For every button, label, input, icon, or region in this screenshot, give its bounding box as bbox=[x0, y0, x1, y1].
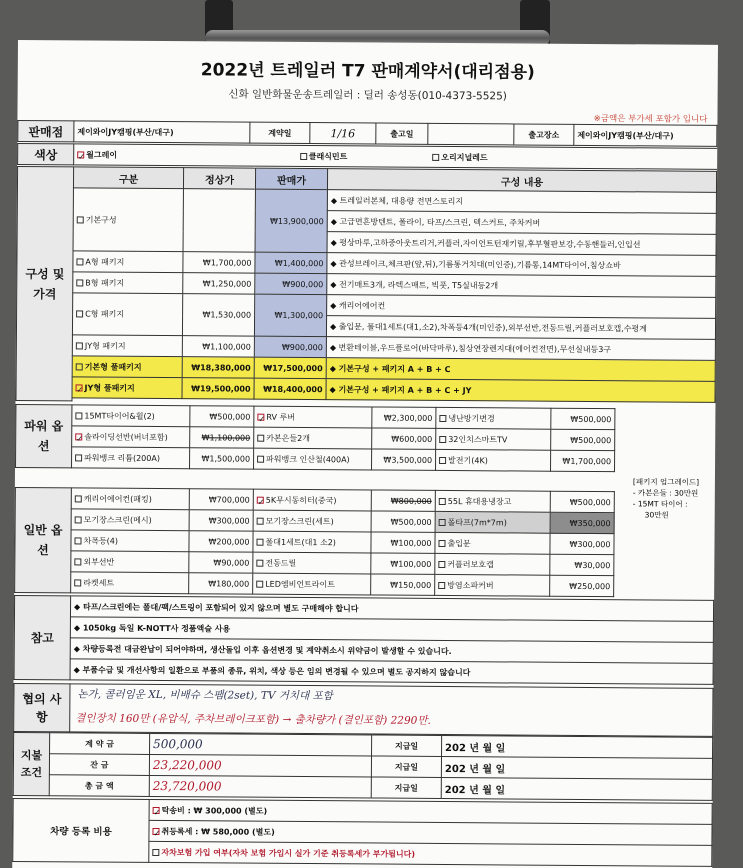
general-option[interactable]: 55L 휴대용냉장고 bbox=[435, 490, 550, 512]
color-option-0[interactable]: ✓월그레이 bbox=[78, 149, 118, 161]
checkbox-icon bbox=[74, 558, 81, 565]
upgrade-note-line: - 카본은들 : 30만원 bbox=[632, 488, 699, 498]
checkbox-icon bbox=[76, 363, 83, 370]
delivery-place-label: 출고장소 bbox=[514, 124, 574, 145]
payment-date-label: 지급일 bbox=[372, 735, 442, 756]
package-jy[interactable]: JY형 패키지 bbox=[72, 335, 182, 357]
checkbox-icon bbox=[77, 216, 84, 223]
power-option[interactable]: 파워뱅크 리튬(200A) bbox=[72, 447, 190, 469]
notes-label: 참고 bbox=[14, 595, 71, 679]
general-option-price: ₩800,000 bbox=[371, 490, 435, 511]
full-package-jy-desc: ◆ 기본구성 + 패키지 A + B + C + JY bbox=[326, 379, 715, 403]
color-option-2[interactable]: 오리지널레드 bbox=[432, 151, 487, 162]
general-option[interactable]: 차폭등(4) bbox=[71, 530, 189, 552]
note-item: ◆ 부품수급 및 개선사항의 일환으로 부품의 종류, 위치, 색상 등은 임의 변경될 수 있으며 별도 공지하지 않습니다 bbox=[70, 659, 713, 684]
registration-item[interactable]: ✓탁송비 : ₩ 300,000 (별도) bbox=[149, 799, 712, 824]
payment-row-name: 총 금 액 bbox=[49, 775, 149, 797]
power-option[interactable]: ✓RV 루버 bbox=[254, 406, 372, 428]
base-item-0: ◆ 트레일러본체, 대용량 전면스토리지 bbox=[327, 190, 716, 214]
full-package-jy-sale: ₩18,400,000 bbox=[254, 378, 326, 400]
payment-amount-input[interactable]: 500,000 bbox=[150, 733, 372, 756]
agreement-hand-line-1: 논가, 콜러임운 XL, 비배슈 스팸(2set), TV 거치대 포함 bbox=[77, 688, 333, 703]
package-jy-desc: ◆ 변환테이블,우드플로어(바닥마루),침상연장렌지대(에어컨전면),무선실내등3구 bbox=[326, 337, 715, 361]
package-base-sale: ₩13,900,000 bbox=[255, 189, 327, 253]
base-item-1: ◆ 고급면흔방텐트, 폴라이, 타프/스크린, 텍스커트, 주차커버 bbox=[327, 211, 716, 235]
checkbox-icon bbox=[256, 559, 263, 566]
package-a-normal: ₩1,700,000 bbox=[183, 252, 255, 274]
power-option[interactable]: 15MT타이어&휠(2) bbox=[72, 405, 190, 427]
power-option[interactable]: 파워뱅크 인산철(400A) bbox=[254, 448, 372, 470]
power-option-price: ₩500,000 bbox=[551, 408, 615, 429]
upgrade-note-title: [패키지 업그레이드] bbox=[632, 477, 700, 487]
package-jy-normal: ₩1,100,000 bbox=[182, 336, 254, 358]
registration-label: 차량 등록 비용 bbox=[13, 798, 149, 862]
general-option[interactable]: 폴타프(7m*7m) bbox=[435, 511, 550, 533]
payment-date-label: 지급일 bbox=[371, 777, 441, 798]
checkbox-icon bbox=[439, 518, 446, 525]
checkbox-icon bbox=[256, 580, 263, 587]
checkbox-icon bbox=[257, 434, 264, 441]
package-b-normal: ₩1,250,000 bbox=[183, 273, 255, 295]
general-option-price: ₩350,000 bbox=[550, 512, 614, 533]
power-option-price: ₩1,100,000 bbox=[190, 427, 254, 448]
power-option[interactable]: ✓솔라이딩선반(버너포함) bbox=[72, 426, 190, 448]
general-option-price: ₩700,000 bbox=[189, 489, 253, 510]
color-options bbox=[74, 144, 718, 169]
full-package-basic-desc: ◆ 기본구성 + 패키지 A + B + C bbox=[326, 358, 715, 382]
agreement-label: 협의 사항 bbox=[14, 683, 70, 731]
general-option-price: ₩500,000 bbox=[550, 491, 614, 512]
checkbox-icon bbox=[76, 279, 83, 286]
checkbox-checked-icon: ✓ bbox=[76, 433, 83, 443]
config-label: 구성 및 가격 bbox=[16, 167, 74, 401]
contract-date-value[interactable]: 1/16 bbox=[310, 123, 376, 144]
base-item-2: ◆ 평상마루,고하중아웃트리거,커플러,자이언트턴재키릴,후부혈판보강,수동핸들러,인입선 bbox=[327, 232, 716, 256]
general-option-price: ₩90,000 bbox=[189, 552, 253, 573]
package-c[interactable]: C형 패키지 bbox=[72, 293, 182, 336]
package-base[interactable]: 기본구성 bbox=[73, 188, 183, 252]
checkbox-icon bbox=[439, 456, 446, 463]
payment-date[interactable]: 202 년 월 일 bbox=[441, 777, 712, 800]
checkbox-icon bbox=[438, 560, 445, 567]
payment-row-name: 계 약 금 bbox=[50, 733, 150, 755]
upgrade-note-line: 30만원 bbox=[644, 510, 669, 520]
registration-item[interactable]: ✓취등록세 : ₩ 580,000 (별도) bbox=[149, 820, 712, 845]
checkbox-icon bbox=[74, 537, 81, 544]
general-option-price: ₩100,000 bbox=[371, 532, 435, 553]
checkbox-icon bbox=[432, 153, 439, 160]
checkbox-icon bbox=[438, 581, 445, 588]
payment-row-name: 잔 금 bbox=[49, 754, 149, 776]
payment-amount-input[interactable]: 23,720,000 bbox=[149, 775, 371, 798]
checkbox-icon bbox=[439, 435, 446, 442]
checkbox-icon bbox=[257, 517, 264, 524]
delivery-place-value: 제이와이JY캠핑(부산/대구) bbox=[574, 124, 717, 146]
package-b-desc: ◆ 전기매트3개, 라텍스매트, 빅풋, T5실내등2개 bbox=[327, 274, 716, 298]
full-package-jy-normal: ₩19,500,000 bbox=[182, 378, 254, 400]
page-title: 2022년 트레일러 T7 판매계약서(대리점용) bbox=[200, 60, 535, 83]
upgrade-note-line: - 15MT 타이어 : bbox=[632, 499, 688, 509]
checkbox-checked-icon: ✓ bbox=[78, 151, 85, 161]
power-option-price: ₩1,500,000 bbox=[190, 448, 254, 469]
dealer-label: 판매점 bbox=[18, 121, 74, 142]
general-options-label: 일반 옵션 bbox=[15, 487, 72, 592]
vat-note: ※금액은 부가세 포함가 입니다 bbox=[593, 114, 708, 125]
contract-sheet bbox=[12, 40, 718, 868]
color-option-1[interactable]: 클래식민트 bbox=[300, 150, 430, 162]
checkbox-icon bbox=[257, 455, 264, 462]
config-section bbox=[15, 166, 717, 406]
power-options-section bbox=[15, 404, 615, 472]
general-option[interactable]: 외부선반 bbox=[71, 551, 189, 573]
color-label: 색상 bbox=[18, 144, 74, 165]
col-contents: 구성 내용 bbox=[327, 169, 716, 193]
checkbox-icon bbox=[439, 497, 446, 504]
package-jy-sale: ₩900,000 bbox=[254, 336, 326, 358]
note-item: ◆ 차량등록전 대금완납이 되어야하며, 생산돌입 이후 옵션변경 및 계약취소시 위약금이 발생할 수 있습니다. bbox=[70, 638, 713, 663]
page-subtitle: 신화 일반화물운송트레일러 : 딜러 송성동(010-4373-5525) bbox=[228, 88, 507, 103]
general-option[interactable]: ✓5K무시동히터(중국) bbox=[253, 489, 371, 511]
checkbox-icon bbox=[76, 310, 83, 317]
package-a[interactable]: A형 패키지 bbox=[73, 251, 183, 273]
checkbox-icon bbox=[75, 454, 82, 461]
general-option[interactable]: 모기장스크린(세트) bbox=[253, 510, 371, 532]
checkbox-icon bbox=[152, 848, 159, 855]
general-options-section bbox=[14, 487, 615, 597]
upgrade-note bbox=[633, 476, 715, 521]
power-option-price: ₩600,000 bbox=[372, 428, 436, 449]
checkbox-icon bbox=[300, 152, 307, 159]
col-normal-price: 정상가 bbox=[183, 168, 255, 190]
general-option-price: ₩500,000 bbox=[371, 511, 435, 532]
power-option[interactable]: 냉난방기변경 bbox=[436, 407, 551, 429]
agreement-hand-line-2: 결인장치 160만 (유압식, 주차브레이크포함) → 출차량가 (결인포함) 2290만. bbox=[75, 712, 431, 727]
general-option-price: ₩150,000 bbox=[371, 574, 435, 595]
checkbox-checked-icon: ✓ bbox=[258, 414, 266, 424]
general-option[interactable]: 전동드릴 bbox=[253, 552, 371, 574]
general-option-price: ₩300,000 bbox=[550, 533, 614, 554]
general-option-price: ₩100,000 bbox=[371, 553, 435, 574]
checkbox-checked-icon: ✓ bbox=[76, 384, 84, 394]
col-category: 구분 bbox=[73, 167, 183, 189]
full-package-basic-normal: ₩18,380,000 bbox=[182, 357, 254, 379]
general-option[interactable]: 모기장스크린(메시) bbox=[71, 509, 189, 531]
package-c-desc-2: ◆ 출입문, 폴대1세트(대1,소2),차폭등4개(미인증),외부선반,전동드릴,커플러보호캡,수평계 bbox=[326, 316, 715, 340]
checkbox-icon bbox=[75, 516, 82, 523]
checkbox-icon bbox=[438, 539, 445, 546]
general-option-price: ₩200,000 bbox=[189, 531, 253, 552]
power-option-price: ₩1,700,000 bbox=[551, 450, 615, 471]
general-option[interactable]: LED엠비언트라이트 bbox=[253, 573, 371, 595]
payment-date-label: 지급일 bbox=[371, 756, 441, 777]
checkbox-icon bbox=[75, 412, 82, 419]
col-sale-price: 판매가 bbox=[255, 168, 327, 190]
package-a-sale: ₩1,400,000 bbox=[255, 252, 327, 274]
general-option[interactable]: 캐리어에어컨(패킹) bbox=[71, 488, 189, 510]
checkbox-icon bbox=[76, 342, 83, 349]
contract-date-label: 계약일 bbox=[250, 122, 310, 143]
power-option[interactable]: 발전기(4K) bbox=[436, 449, 551, 471]
package-c-desc-1: ◆ 캐리어에어컨 bbox=[327, 295, 716, 319]
checkbox-icon bbox=[75, 495, 82, 502]
delivery-date-value[interactable] bbox=[428, 123, 514, 145]
general-option-price: ₩250,000 bbox=[550, 575, 614, 596]
registration-item[interactable]: 자차보험 가입 여부(자차 보험 가입시 실가 기준 취등록세가 부가됩니다) bbox=[149, 841, 712, 866]
package-a-desc: ◆ 관성브레이크,체크판(앞,뒤),기름통거치대(미인증),기름통,14MT타이어,침상쇼바 bbox=[327, 253, 716, 277]
checkbox-checked-icon: ✓ bbox=[153, 807, 161, 817]
delivery-date-label: 출고일 bbox=[376, 123, 428, 144]
checkbox-checked-icon: ✓ bbox=[257, 497, 265, 507]
checkbox-icon bbox=[74, 579, 81, 586]
payment-date[interactable]: 202 년 월 일 bbox=[442, 735, 713, 758]
notes-section bbox=[14, 595, 715, 685]
power-option-price: ₩500,000 bbox=[551, 429, 615, 450]
power-option-price: ₩500,000 bbox=[190, 406, 254, 427]
power-option-price: ₩3,500,000 bbox=[372, 449, 436, 470]
general-option[interactable]: 방염소파커버 bbox=[435, 574, 550, 596]
package-b[interactable]: B형 패키지 bbox=[73, 272, 183, 294]
power-option[interactable]: 카본은들2개 bbox=[254, 427, 372, 449]
payment-amount-input[interactable]: 23,220,000 bbox=[149, 754, 371, 777]
general-option[interactable]: 출입문 bbox=[435, 532, 550, 554]
note-item: ◆ 1050kg 독일 K-NOTT사 정품액슬 사용 bbox=[70, 617, 713, 642]
note-item: ◆ 타프/스크린에는 폴대/팩/스트링이 포함되어 있지 않으며 별도 구매해야 합니다 bbox=[70, 596, 713, 621]
dealer-value: 제이와이JY캠핑(부산/대구) bbox=[74, 121, 250, 143]
general-option-price: ₩180,000 bbox=[189, 573, 253, 594]
checkbox-icon bbox=[76, 258, 83, 265]
checkbox-icon bbox=[256, 538, 263, 545]
general-option[interactable]: 커플러보호캡 bbox=[435, 553, 550, 575]
payment-label: 지불 조건 bbox=[13, 732, 49, 795]
package-b-sale: ₩900,000 bbox=[255, 273, 327, 295]
registration-section bbox=[12, 798, 712, 867]
package-base-normal bbox=[183, 189, 255, 253]
checkbox-icon bbox=[439, 414, 446, 421]
general-option[interactable]: 폴대1세트(대1 소2) bbox=[253, 531, 371, 553]
general-option-price: ₩300,000 bbox=[189, 510, 253, 531]
package-c-sale: ₩1,300,000 bbox=[254, 294, 326, 337]
full-package-jy[interactable]: ✓JY형 풀패키지 bbox=[72, 377, 182, 399]
general-option[interactable]: 라켓세트 bbox=[71, 572, 189, 594]
full-package-basic-sale: ₩17,500,000 bbox=[254, 357, 326, 379]
full-package-basic[interactable]: 기본형 풀패키지 bbox=[72, 356, 182, 378]
package-c-normal: ₩1,530,000 bbox=[182, 294, 254, 337]
power-option-price: ₩2,300,000 bbox=[372, 407, 436, 428]
checkbox-checked-icon: ✓ bbox=[153, 828, 161, 838]
power-options-label: 파워 옵션 bbox=[16, 404, 72, 467]
payment-date[interactable]: 202 년 월 일 bbox=[441, 756, 712, 779]
payment-section bbox=[13, 732, 713, 801]
general-option-price: ₩30,000 bbox=[550, 554, 614, 575]
power-option[interactable]: 32인치스마트TV bbox=[436, 428, 551, 450]
